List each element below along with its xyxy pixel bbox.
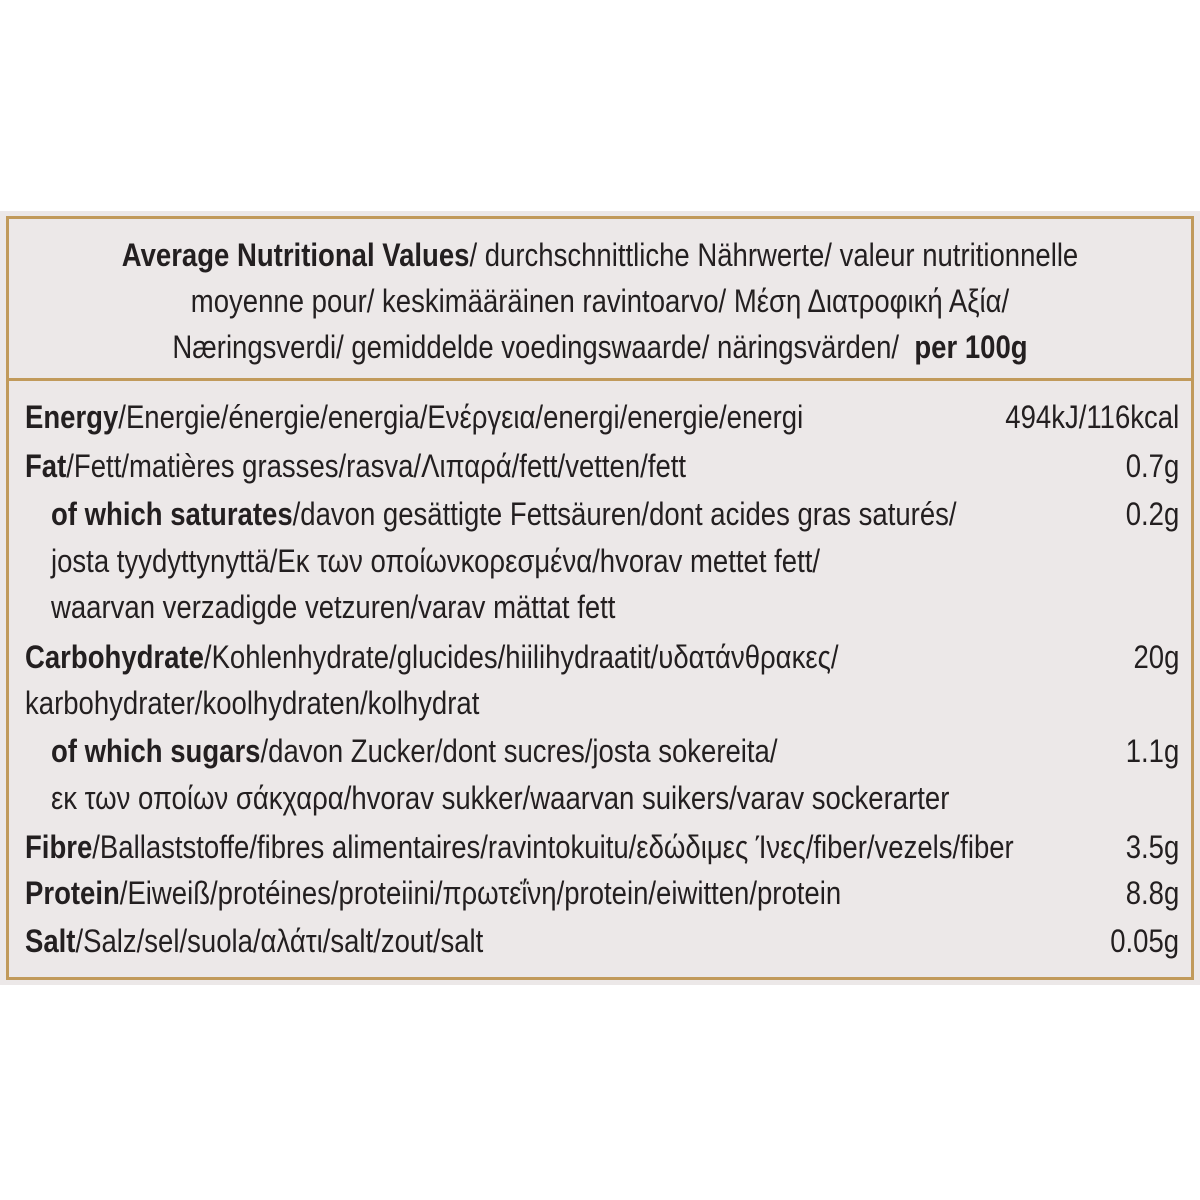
table-header <box>9 219 1191 381</box>
header-title-translations: / durchschnittliche Nährwerte/ valeur nutritionnelle <box>469 237 1079 273</box>
sugars-row-label <box>51 731 997 771</box>
saturates-value: 0.2g <box>1125 496 1179 532</box>
energy-row-label <box>25 397 971 437</box>
fat-label: Fat <box>25 448 67 484</box>
nutrition-table <box>6 216 1194 980</box>
salt-label: Salt <box>25 923 76 959</box>
carbohydrate-line-2: karbohydrater/koolhydraten/kolhydrat <box>25 685 480 721</box>
fibre-row-label <box>25 827 1014 867</box>
protein-value: 8.8g <box>1125 875 1179 911</box>
carbohydrate-label: Carbohydrate <box>25 639 204 675</box>
protein-translations: /Eiweiß/protéines/proteiini/πρωτεΐνη/protein/eiwitten/protein <box>119 875 842 911</box>
carbohydrate-row-label <box>25 637 971 677</box>
protein-row-label <box>25 873 971 913</box>
saturates-row-label <box>51 494 997 534</box>
fibre-translations: /Ballaststoffe/fibres alimentaires/ravintokuitu/εδώδιμες Ίνες/fiber/vezels/fiber <box>92 829 1014 865</box>
energy-translations: /Energie/énergie/energia/Ενέργεια/energi/energie/energi <box>118 399 804 435</box>
carbohydrate-translations: /Kohlenhydrate/glucides/hiilihydraatit/υδατάνθρακες/ <box>203 639 839 675</box>
fat-translations: /Fett/matières grasses/rasva/Λιπαρά/fett/vetten/fett <box>66 448 687 484</box>
salt-row-label <box>25 921 971 961</box>
header-line-3 <box>92 327 1109 367</box>
salt-value: 0.05g <box>1110 923 1179 959</box>
header-line-2: moyenne pour/ keskimääräinen ravintoarvo/ Μέση Διατροφική Αξία/ <box>190 283 1010 319</box>
saturates-label: of which saturates <box>51 496 293 532</box>
salt-translations: /Salz/sel/suola/αλάτι/salt/zout/salt <box>75 923 484 959</box>
saturates-translations: /davon gesättigte Fettsäuren/dont acides gras saturés/ <box>292 496 957 532</box>
fat-value: 0.7g <box>1125 448 1179 484</box>
energy-value: 494kJ/116kcal <box>1005 399 1179 435</box>
per-100g-label: per 100g <box>914 329 1028 365</box>
fibre-value: 3.5g <box>1125 829 1179 865</box>
saturates-line-2: josta tyydyttynyttä/Εκ των οποίωνκορεσμένα/hvorav mettet fett/ <box>51 543 821 579</box>
header-title: Average Nutritional Values <box>121 237 470 273</box>
sugars-line-2: εκ των οποίων σάκχαρα/hvorav sukker/waarvan suikers/varav sockerarter <box>51 780 950 816</box>
fat-row-label <box>25 446 971 486</box>
header-line-3-text: Næringsverdi/ gemiddelde voedingswaarde/ näringsvärden/ <box>172 329 900 365</box>
protein-label: Protein <box>25 875 120 911</box>
carbohydrate-value: 20g <box>1133 639 1179 675</box>
sugars-value: 1.1g <box>1125 733 1179 769</box>
sugars-label: of which sugars <box>51 733 261 769</box>
energy-label: Energy <box>25 399 119 435</box>
header-line-1 <box>92 235 1109 275</box>
saturates-line-3: waarvan verzadigde vetzuren/varav mättat fett <box>51 589 616 625</box>
sugars-translations: /davon Zucker/dont sucres/josta sokereita/ <box>260 733 778 769</box>
fibre-label: Fibre <box>25 829 93 865</box>
